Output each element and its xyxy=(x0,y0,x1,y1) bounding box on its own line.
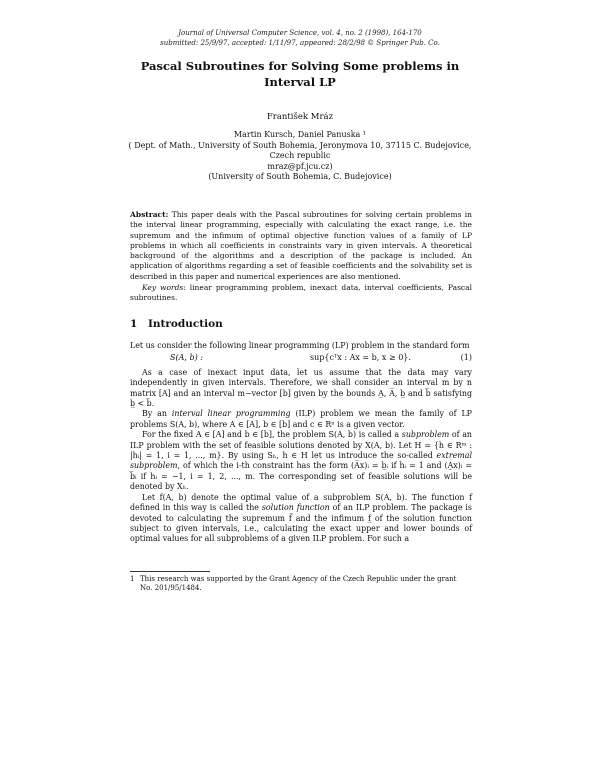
footnote xyxy=(130,575,472,593)
footnote-text: This research was supported by the Grant Agency of the Czech Republic under the grant No. 201/95/1484. xyxy=(140,575,457,592)
equation-number: (1) xyxy=(460,353,472,363)
p5-part-b: of an ILP problem. The package is devoted to calculating the supremum f̅ and the infimum f̲ of the solution function subject to given intervals, i.e., calculating the exact upper and lower bounds of optimal values for all subproblems of a given ILP problem. For such a xyxy=(130,503,472,544)
term-ilp: interval linear programming xyxy=(171,409,291,419)
p4-part-c: of which the i-th constraint has the form (A̅x)ᵢ = b̲ᵢ if hᵢ = 1 and (A̲x)ᵢ = b̅ᵢ if hᵢ = −1, i = 1, 2, ..., m. The corresponding set of feasible solutions will be denoted by Xₕ. xyxy=(130,461,472,492)
abstract xyxy=(130,210,472,304)
university: (University of South Bohemia, C. Budejovice) xyxy=(208,172,392,181)
keywords-paragraph xyxy=(130,283,472,304)
section-title: Introduction xyxy=(148,318,223,330)
equation-rhs: sup{cᵀx : Ax = b, x ≥ 0}. xyxy=(310,353,411,363)
paper-title: Pascal Subroutines for Solving Some problems in Interval LP xyxy=(140,59,460,89)
equation-lhs: S(A, b) : xyxy=(170,353,203,363)
term-extremal-subproblem: extremal subproblem, xyxy=(130,451,472,471)
p4-part-b: of an ILP problem with the set of feasible solutions denoted by X(A, b). Let H = {h ∈ Rᵐ : |hᵢ| = 1, i = 1, ..., m}. By using Sₕ, h ∈ H let us introduce the so-called xyxy=(130,430,472,461)
p3-lead: By an xyxy=(142,409,167,419)
p5-part-a: Let f(A, b) denote the optimal value of a subproblem S(A, b). The function f defined in this way is called the xyxy=(130,492,472,513)
section-heading xyxy=(130,318,472,330)
keywords-text: linear programming problem, inexact data, interval coefficients, Pascal subroutines. xyxy=(130,283,472,303)
p3-rest: (ILP) problem we mean the family of LP problems S(A, b), where A ∈ [A], b ∈ [b] and c ∈ Rⁿ is a given vector. xyxy=(130,409,472,429)
author-affiliation xyxy=(120,130,480,183)
paragraph-intro: Let us consider the following linear programming (LP) problem in the standard form xyxy=(130,341,470,350)
journal-citation: Journal of Universal Computer Science, vol. 4, no. 2 (1998), 164-170 xyxy=(178,29,422,37)
journal-header xyxy=(0,28,600,48)
co-authors: Martin Kursch, Daniel Panuska ¹ xyxy=(233,130,367,139)
paragraph-solution-function xyxy=(130,493,472,545)
paragraph-subproblem xyxy=(130,430,472,492)
abstract-label: Abstract: xyxy=(130,210,169,219)
author-primary: František Mráz xyxy=(266,112,334,122)
p4-part-a: For the fixed A ∈ [A] and b ∈ [b], the problem S(A, b) is called a xyxy=(142,430,400,440)
paragraph-inexact-data: As a case of inexact input data, let us assume that the data may vary independently in given intervals. Therefore, we shall consider an interval m by n matrix [A] and an interval m−vector [b] given by the bounds A̲, A̅, b̲ and b̅ satisfying b̲ < b̅. xyxy=(130,367,472,409)
term-solution-function: solution function xyxy=(261,503,330,513)
keywords-label: Key words: xyxy=(142,283,186,293)
department-address: ( Dept. of Math., University of South Bohemia, Jeronymova 10, 37115 C. Budejovice, xyxy=(128,140,472,150)
equation-1 xyxy=(130,353,472,363)
section-number: 1 xyxy=(130,318,138,330)
footnote-rule xyxy=(130,571,210,572)
footnote-mark: 1 xyxy=(130,575,135,583)
paragraph-ilp-definition xyxy=(130,409,472,430)
contact-email: mraz@pf.jcu.cz) xyxy=(267,161,333,171)
body-text xyxy=(130,341,472,545)
term-subproblem: subproblem xyxy=(401,430,450,440)
journal-dates: submitted: 25/9/97, accepted: 1/11/97, appeared: 28/2/98 © Springer Pub. Co. xyxy=(160,39,440,47)
abstract-text: This paper deals with the Pascal subroutines for solving certain problems in the interval linear programming, especially with calculating the exact range, i.e. the supremum and the infimum of optimal objective function values of a family of LP problems in which all coefficients in constraints vary in given intervals. A theoretical background of the algorithms and a description of the package is included. An application of algorithms regarding a set of feasible coefficients and the solvability set is described in this paper and numerical experiences are also mentioned. xyxy=(130,210,472,281)
abstract-paragraph xyxy=(130,210,472,282)
country: Czech republic xyxy=(269,151,331,160)
